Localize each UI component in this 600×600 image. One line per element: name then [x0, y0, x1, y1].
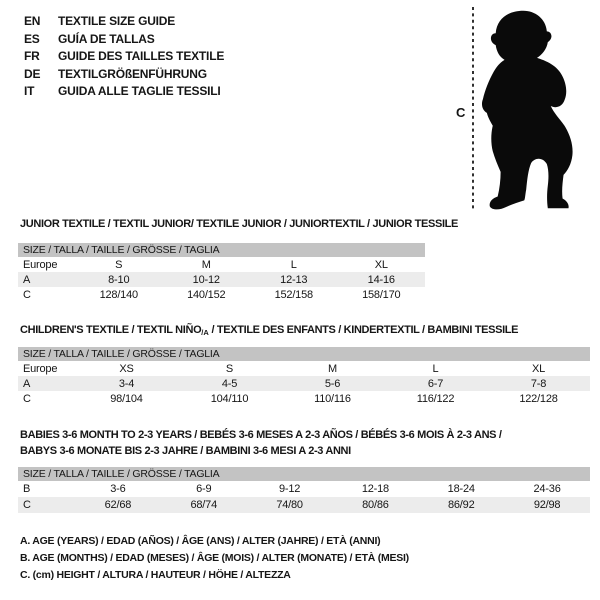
language-title-list — [24, 13, 224, 101]
cell: 24-36 — [533, 483, 561, 495]
figure-height-label: C — [456, 105, 466, 120]
junior-size-table — [18, 243, 425, 302]
table-row — [18, 361, 590, 376]
size-header-bar: SIZE / TALLA / TAILLE / GRÖSSE / TAGLIA — [18, 347, 590, 361]
cell: 110/116 — [314, 392, 351, 405]
height-measure-line — [471, 7, 475, 211]
table-row — [18, 287, 425, 302]
table-row — [18, 391, 590, 406]
lang-title: GUIDE DES TAILLES TEXTILE — [58, 49, 225, 63]
legend-notes — [20, 533, 409, 584]
cell: XL — [374, 258, 388, 271]
size-header-bar: SIZE / TALLA / TAILLE / GRÖSSE / TAGLIA — [18, 243, 425, 257]
cell: 3-6 — [110, 483, 126, 495]
table-row — [18, 376, 590, 391]
junior-section-title: JUNIOR TEXTILE / TEXTIL JUNIOR/ TEXTILE JUNIOR / JUNIORTEXTIL / JUNIOR TESSILE — [20, 218, 459, 230]
cell: 74/80 — [276, 499, 303, 511]
title-text: CHILDREN'S TEXTILE / TEXTIL NIÑO — [20, 324, 202, 336]
cell: 4-5 — [221, 377, 238, 390]
babies-section-title — [20, 427, 502, 459]
cell: 18-24 — [447, 483, 475, 495]
row-label: C — [23, 288, 31, 301]
note-height-cm: C. (cm) HEIGHT / ALTURA / HAUTEUR / HÖHE / ALTEZZA — [20, 569, 291, 581]
lang-row-fr — [24, 48, 224, 66]
cell: S — [115, 258, 123, 271]
row-label: A — [23, 273, 31, 286]
cell: 152/158 — [274, 288, 313, 301]
lang-code: ES — [24, 31, 40, 46]
cell: 8-10 — [108, 273, 130, 286]
title-line-1: BABIES 3-6 MONTH TO 2-3 YEARS / BEBÉS 3-6 MESES A 2-3 AÑOS / BÉBÉS 3-6 MOIS À 2-3 ANS / — [20, 429, 502, 441]
lang-row-en — [24, 13, 224, 31]
cell: L — [432, 362, 439, 375]
cell: 140/152 — [187, 288, 226, 301]
cell: 116/122 — [416, 392, 455, 405]
cell: 7-8 — [530, 377, 547, 390]
cell: 3-4 — [118, 377, 135, 390]
cell: M — [201, 258, 211, 271]
lang-title: TEXTILE SIZE GUIDE — [58, 14, 176, 28]
cell: 6-7 — [427, 377, 444, 390]
lang-title: GUIDA ALLE TAGLIE TESSILI — [58, 84, 221, 98]
lang-row-de — [24, 66, 224, 84]
cell: 122/128 — [519, 392, 558, 405]
title-line-2: BABYS 3-6 MONATE BIS 2-3 JAHRE / BAMBINI 3-6 MESI A 2-3 ANNI — [20, 445, 351, 457]
table-row — [18, 497, 590, 513]
cell: XL — [531, 362, 546, 375]
cell: 98/104 — [110, 392, 143, 405]
lang-title: GUÍA DE TALLAS — [58, 31, 155, 46]
cell: 158/170 — [362, 288, 401, 301]
lang-code: IT — [24, 84, 35, 98]
cell: 86/92 — [447, 499, 475, 511]
cell: 80/86 — [362, 499, 389, 511]
children-section-title — [20, 322, 518, 341]
lang-code: FR — [24, 49, 40, 63]
cell: 92/98 — [533, 499, 561, 511]
title-subscript: /A — [201, 328, 209, 337]
cell: 6-9 — [196, 483, 212, 495]
cell: S — [225, 362, 234, 375]
cell: 10-12 — [192, 273, 220, 286]
cell: L — [290, 258, 297, 271]
cell: 5-6 — [324, 377, 341, 390]
cell: 12-13 — [280, 273, 308, 286]
note-age-years: A. AGE (YEARS) / EDAD (AÑOS) / ÂGE (ANS) / ALTER (JAHRE) / ETÀ (ANNI) — [20, 535, 381, 547]
table-row — [18, 257, 425, 272]
lang-title: TEXTILGRÖßENFÜHRUNG — [58, 66, 207, 81]
children-size-table — [18, 347, 590, 406]
cell: 128/140 — [99, 288, 138, 301]
lang-row-es — [24, 31, 224, 49]
babies-size-table — [18, 467, 590, 513]
cell: XS — [119, 362, 134, 375]
lang-row-it — [24, 83, 224, 101]
row-label: Europe — [23, 362, 58, 375]
row-label: B — [23, 483, 31, 495]
table-row — [18, 272, 425, 287]
title-text: / TEXTILE DES ENFANTS / KINDERTEXTIL / BAMBINI TESSILE — [208, 324, 519, 336]
toddler-silhouette-icon — [479, 6, 595, 212]
cell: 104/110 — [210, 392, 249, 405]
note-age-months: B. AGE (MONTHS) / EDAD (MESES) / ÂGE (MOIS) / ALTER (MONATE) / ETÀ (MESI) — [20, 552, 409, 564]
cell: 14-16 — [367, 273, 395, 286]
row-label: A — [23, 377, 31, 390]
lang-code: EN — [24, 14, 41, 28]
cell: 62/68 — [104, 499, 132, 511]
table-row — [18, 481, 590, 497]
cell: M — [328, 362, 337, 375]
row-label: C — [23, 499, 31, 511]
lang-code: DE — [24, 66, 41, 81]
cell: 12-18 — [361, 483, 389, 495]
row-label: Europe — [23, 258, 58, 271]
cell: 9-12 — [278, 483, 301, 495]
size-header-bar: SIZE / TALLA / TAILLE / GRÖSSE / TAGLIA — [18, 467, 590, 481]
row-label: C — [23, 392, 31, 405]
cell: 68/74 — [190, 499, 217, 511]
